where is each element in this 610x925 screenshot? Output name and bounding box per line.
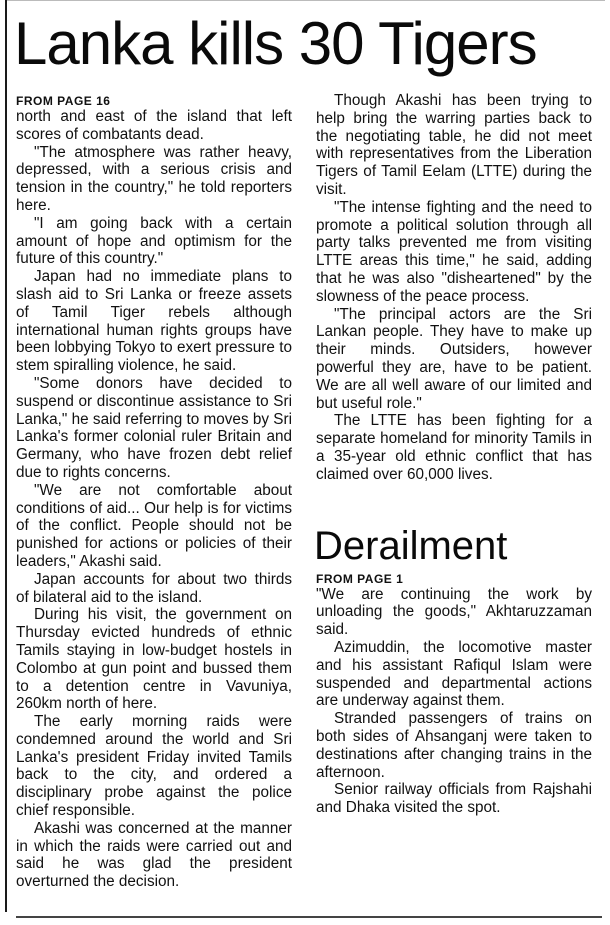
article-paragraph-continued: Akashi was concerned at the manner in which the raids were carried out and said he was glad the president overturned the decision. xyxy=(16,819,292,891)
derailment-paragraph: "We are continuing the work by unloading the goods," Akhtaruzzaman said. xyxy=(316,585,592,639)
bottom-rule xyxy=(16,916,602,918)
left-column xyxy=(16,92,292,891)
left-column-rule xyxy=(5,0,7,912)
continued-from-label: FROM PAGE 16 xyxy=(16,94,111,108)
article-paragraph: During his visit, the government on Thursday evicted hundreds of ethnic Tamils staying in low-budget hostels in Colombo at gun point and bussed them to a detention centre in Vavuniya, 260km north of here. xyxy=(16,606,292,713)
article-paragraph: The early morning raids were condemned around the world and Sri Lanka's president Friday invited Tamils back to the city, and ordered a disciplinary probe against the police chief responsible. xyxy=(16,713,292,820)
article-paragraph: The LTTE has been fighting for a separate homeland for minority Tamils in a 35-year old ethnic conflict that has claimed over 60,000 lives. xyxy=(316,412,592,483)
article-paragraph: Though Akashi has been trying to help bring the warring parties back to the negotiating table, he did not meet with representatives from the Liberation Tigers of Tamil Eelam (LTTE) during the visit. xyxy=(316,92,592,198)
article-paragraph: Japan had no immediate plans to slash aid to Sri Lanka or freeze assets of Tamil Tiger rebels although international human rights groups have been lobbying Tokyo to exert pressure to stem spiralling violence, he said. xyxy=(16,268,292,375)
main-headline: Lanka kills 30 Tigers xyxy=(14,10,537,77)
derailment-paragraph: Stranded passengers of trains on both sides of Ahsanganj were taken to destinations after changing trains in the afternoon. xyxy=(316,710,592,781)
article-paragraph: "Some donors have decided to suspend or discontinue assistance to Sri Lanka," he said referring to moves by Sri Lanka's former colonial ruler Britain and Germany, who have frozen debt relief due to rights concerns. xyxy=(16,374,292,481)
derailment-headline: Derailment xyxy=(314,523,508,568)
article-paragraph: "We are not comfortable about conditions of aid... Our help is for victims of the conflict. People should not be punished for actions or policies of their leaders," Akashi said. xyxy=(16,481,292,570)
article-paragraph: "The intense fighting and the need to promote a political solution through all party talks prevented me from visiting LTTE areas this time," he said, adding that he was also "disheartened" by the slowness of the peace process. xyxy=(316,198,592,305)
article-paragraph: "I am going back with a certain amount of hope and optimism for the future of this country." xyxy=(16,214,292,268)
right-column xyxy=(316,92,592,817)
article-paragraph: "The principal actors are the Sri Lankan people. They have to make up their minds. Outsiders, however powerful they are, have to be patient. We are all well aware of our limited and but useful role." xyxy=(316,305,592,412)
derailment-paragraph: Azimuddin, the locomotive master and his assistant Rafiqul Islam were suspended and departmental actions are underway against them. xyxy=(316,638,592,710)
derailment-continued-from-label: FROM PAGE 1 xyxy=(316,571,404,586)
article-paragraph: north and east of the island that left scores of combatants dead. xyxy=(16,108,292,143)
derailment-paragraph: Senior railway officials from Rajshahi and Dhaka visited the spot. xyxy=(316,781,592,817)
article-paragraph: "The atmosphere was rather heavy, depressed, with a serious crisis and tension in the country," he told reporters here. xyxy=(16,143,292,214)
top-rule xyxy=(5,0,605,1)
article-paragraph: Japan accounts for about two thirds of bilateral aid to the island. xyxy=(16,570,292,606)
